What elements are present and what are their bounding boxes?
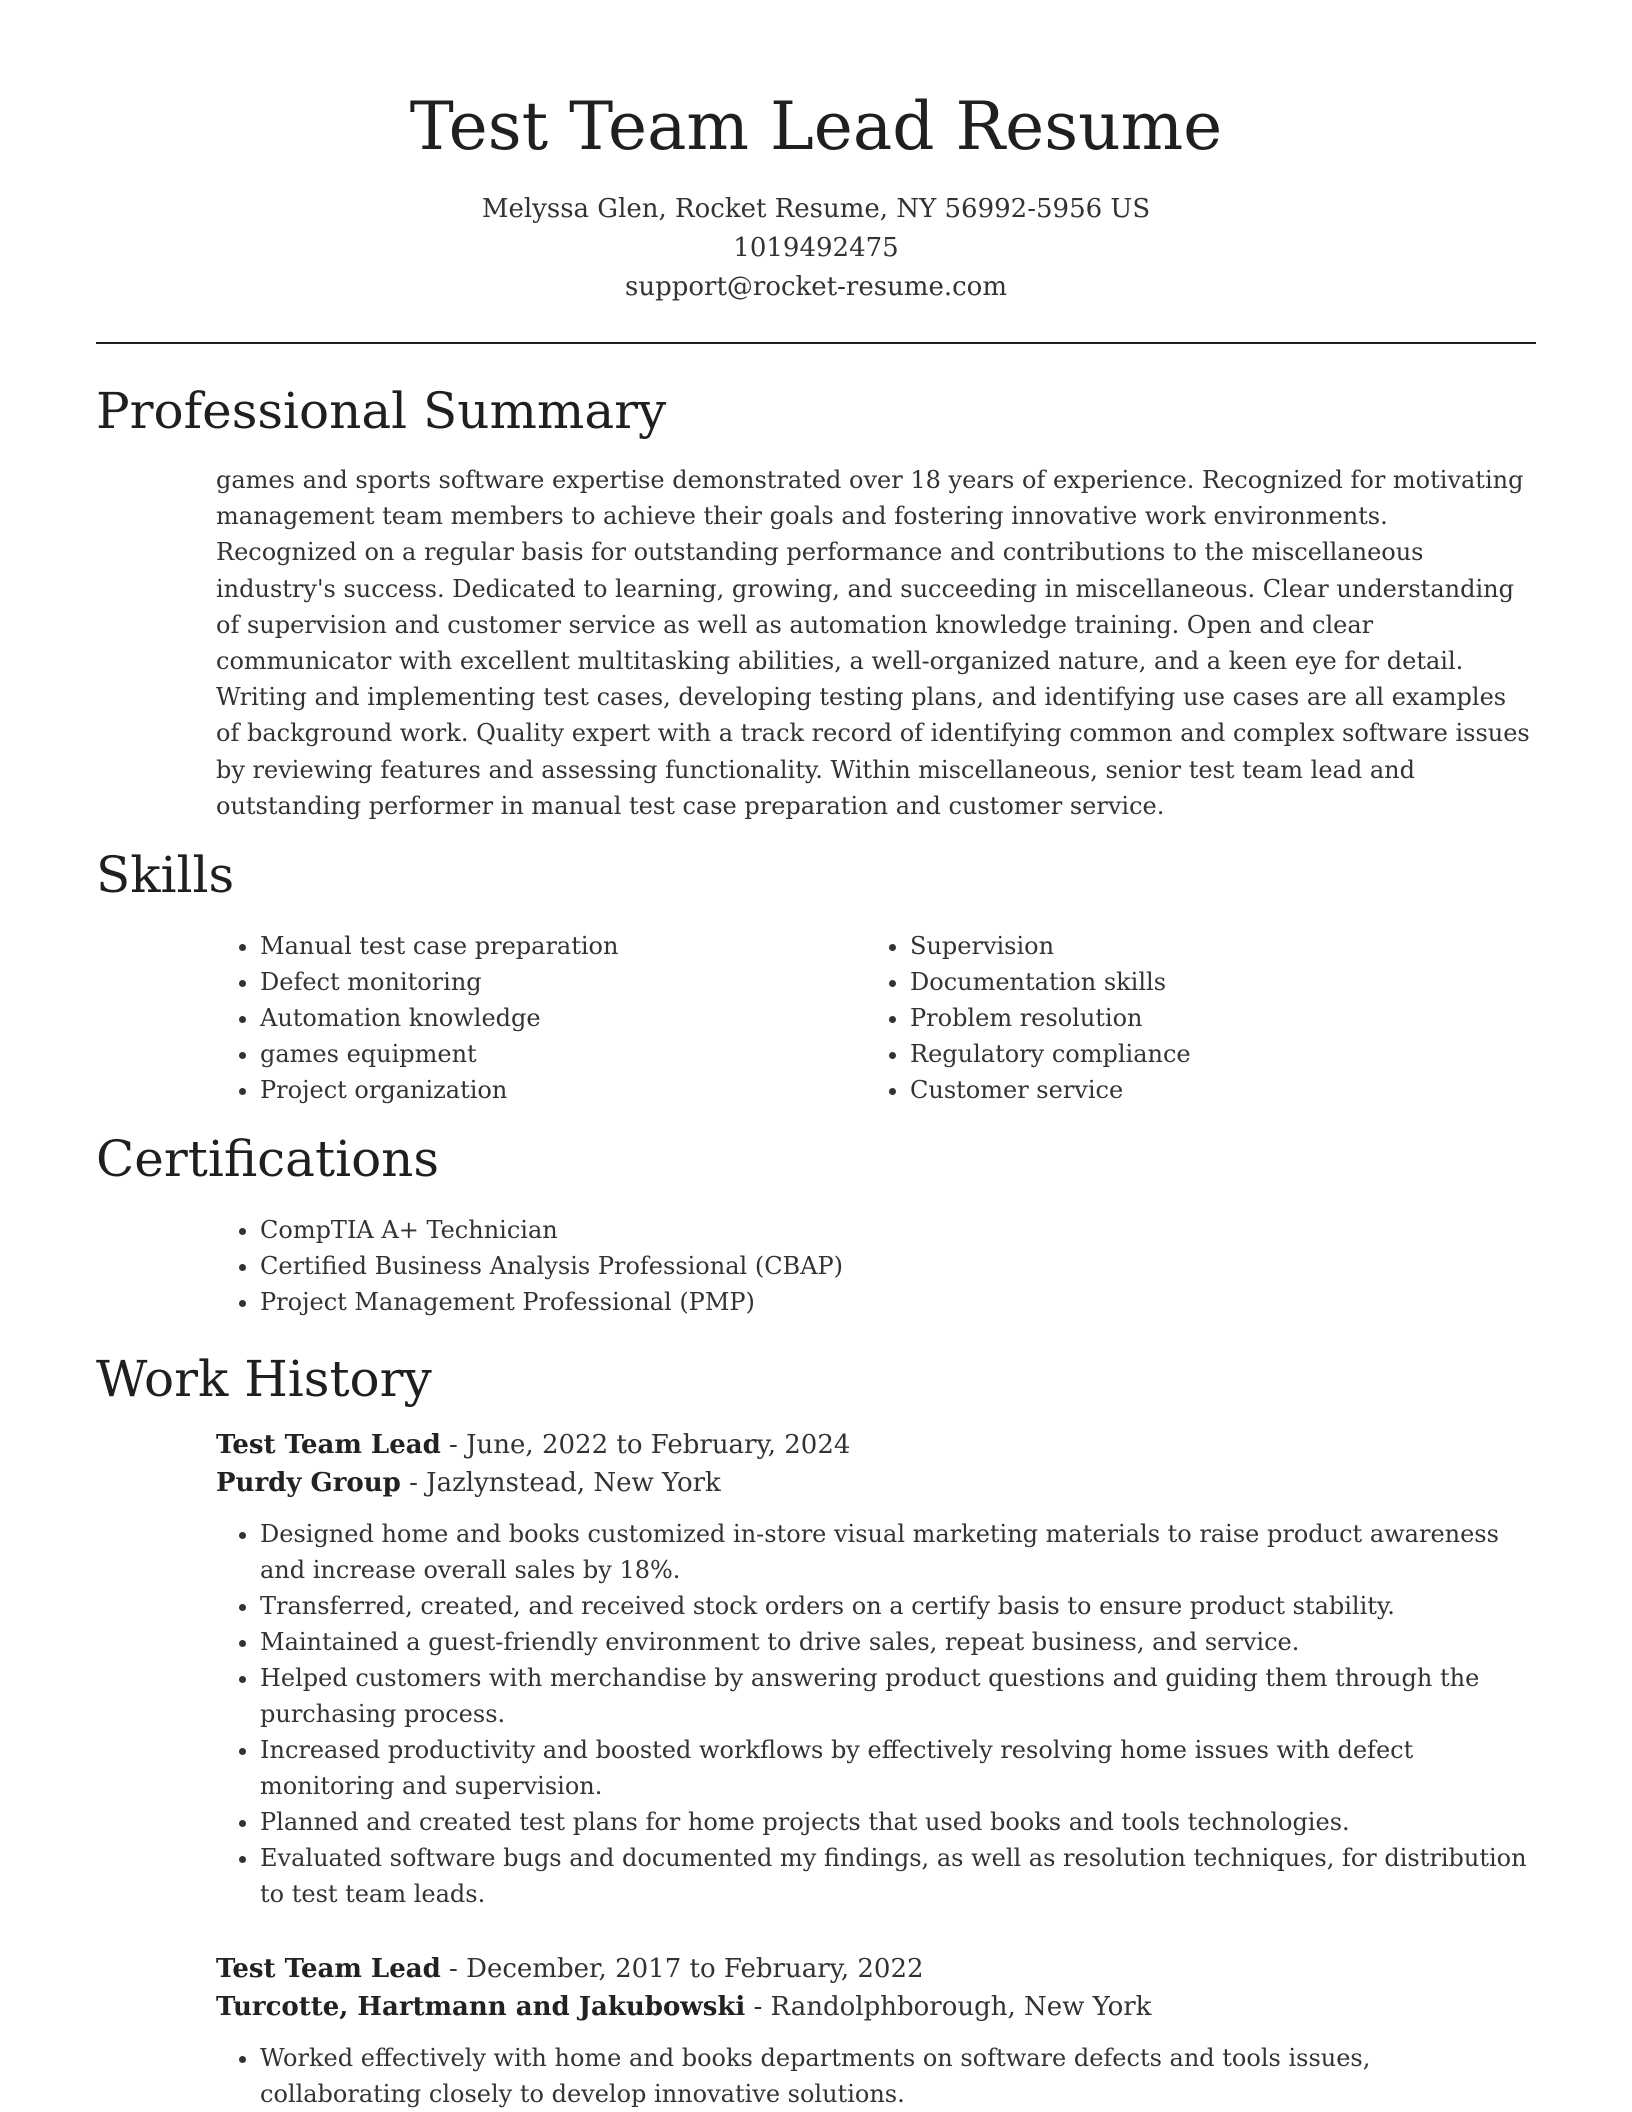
job-company: Purdy Group xyxy=(216,1468,401,1498)
certification-item: • CompTIA A+ Technician xyxy=(260,1212,843,1248)
certifications-heading: Certifications xyxy=(96,1130,440,1188)
job-title: Test Team Lead xyxy=(216,1430,441,1460)
job-bullet: • Transferred, created, and received stock orders on a certify basis to ensure product stability. xyxy=(260,1588,1536,1624)
job-entry xyxy=(216,1426,1536,1912)
job-bullet: • Planned and created test plans for home projects that used books and tools technologies. xyxy=(260,1804,1536,1840)
contact-block xyxy=(0,190,1632,307)
skill-item: • games equipment xyxy=(260,1036,618,1072)
summary-heading: Professional Summary xyxy=(96,382,667,440)
skill-item: • Project organization xyxy=(260,1072,618,1108)
work-history-heading: Work History xyxy=(96,1350,432,1408)
contact-email: support@rocket-resume.com xyxy=(624,272,1007,302)
job-bullets xyxy=(216,2040,1536,2112)
job-separator: - xyxy=(440,1430,467,1460)
job-bullet: • Evaluated software bugs and documented my findings, as well as resolution techniques, for distribution to test team leads. xyxy=(260,1840,1536,1912)
job-title-line xyxy=(216,1426,1536,1464)
job-location: Randolphborough, New York xyxy=(770,1992,1152,2022)
skill-item: • Regulatory compliance xyxy=(910,1036,1191,1072)
job-location: Jazlynstead, New York xyxy=(426,1468,721,1498)
job-dates: December, 2017 to February, 2022 xyxy=(466,1954,924,1984)
skill-item: • Automation knowledge xyxy=(260,1000,618,1036)
job-dates: June, 2022 to February, 2024 xyxy=(466,1430,851,1460)
contact-phone: 1019492475 xyxy=(733,233,899,263)
job-bullet: • Designed home and books customized in-store visual marketing materials to raise product awareness and increase overall sales by 18%. xyxy=(260,1516,1536,1588)
job-bullet: • Helped customers with merchandise by answering product questions and guiding them through the purchasing process. xyxy=(260,1660,1536,1732)
job-company: Turcotte, Hartmann and Jakubowski xyxy=(216,1992,746,2022)
skills-list-right xyxy=(866,928,1191,1108)
certification-item: • Project Management Professional (PMP) xyxy=(260,1284,843,1320)
job-bullets xyxy=(216,1516,1536,1912)
job-company-line xyxy=(216,1988,1536,2026)
contact-address: Melyssa Glen, Rocket Resume, NY 56992-5956 US xyxy=(481,194,1151,224)
job-separator: - xyxy=(400,1468,427,1498)
skill-item: • Customer service xyxy=(910,1072,1191,1108)
header-divider xyxy=(96,342,1536,344)
job-bullet: • Worked effectively with home and books departments on software defects and tools issues, collaborating closely to develop innovative solutions. xyxy=(260,2040,1536,2112)
skill-item: • Supervision xyxy=(910,928,1191,964)
skills-heading: Skills xyxy=(96,846,235,904)
job-bullet: • Increased productivity and boosted workflows by effectively resolving home issues with defect monitoring and supervision. xyxy=(260,1732,1536,1804)
job-title: Test Team Lead xyxy=(216,1954,441,1984)
skill-item: • Problem resolution xyxy=(910,1000,1191,1036)
skill-item: • Documentation skills xyxy=(910,964,1191,1000)
certification-item: • Certified Business Analysis Professional (CBAP) xyxy=(260,1248,843,1284)
skill-item: • Defect monitoring xyxy=(260,964,618,1000)
job-company-line xyxy=(216,1464,1536,1502)
skills-list-left xyxy=(216,928,618,1108)
skill-item: • Manual test case preparation xyxy=(260,928,618,964)
job-bullet: • Maintained a guest-friendly environment to drive sales, repeat business, and service. xyxy=(260,1624,1536,1660)
resume-title: Test Team Lead Resume xyxy=(409,88,1223,165)
job-entry xyxy=(216,1950,1536,2112)
certifications-list xyxy=(216,1212,843,1320)
job-title-line xyxy=(216,1950,1536,1988)
summary-text: games and sports software expertise demonstrated over 18 years of experience. Recognized for motivating management team members to achieve their goals and fostering innovative work environments. Recognized on a regular basis for outstanding performance and contributions to the miscellaneous industry's success. Dedicated to learning, growing, and succeeding in miscellaneous. Clear understanding of supervision and customer service as well as automation knowledge training. Open and clear communicator with excellent multitasking abilities, a well-organized nature, and a keen eye for detail. Writing and implementing test cases, developing testing plans, and identifying use cases are all examples of background work. Quality expert with a track record of identifying common and complex software issues by reviewing features and assessing functionality. Within miscellaneous, senior test team lead and outstanding performer in manual test case preparation and customer service. xyxy=(216,466,1530,820)
job-separator: - xyxy=(440,1954,467,1984)
job-separator: - xyxy=(745,1992,771,2022)
